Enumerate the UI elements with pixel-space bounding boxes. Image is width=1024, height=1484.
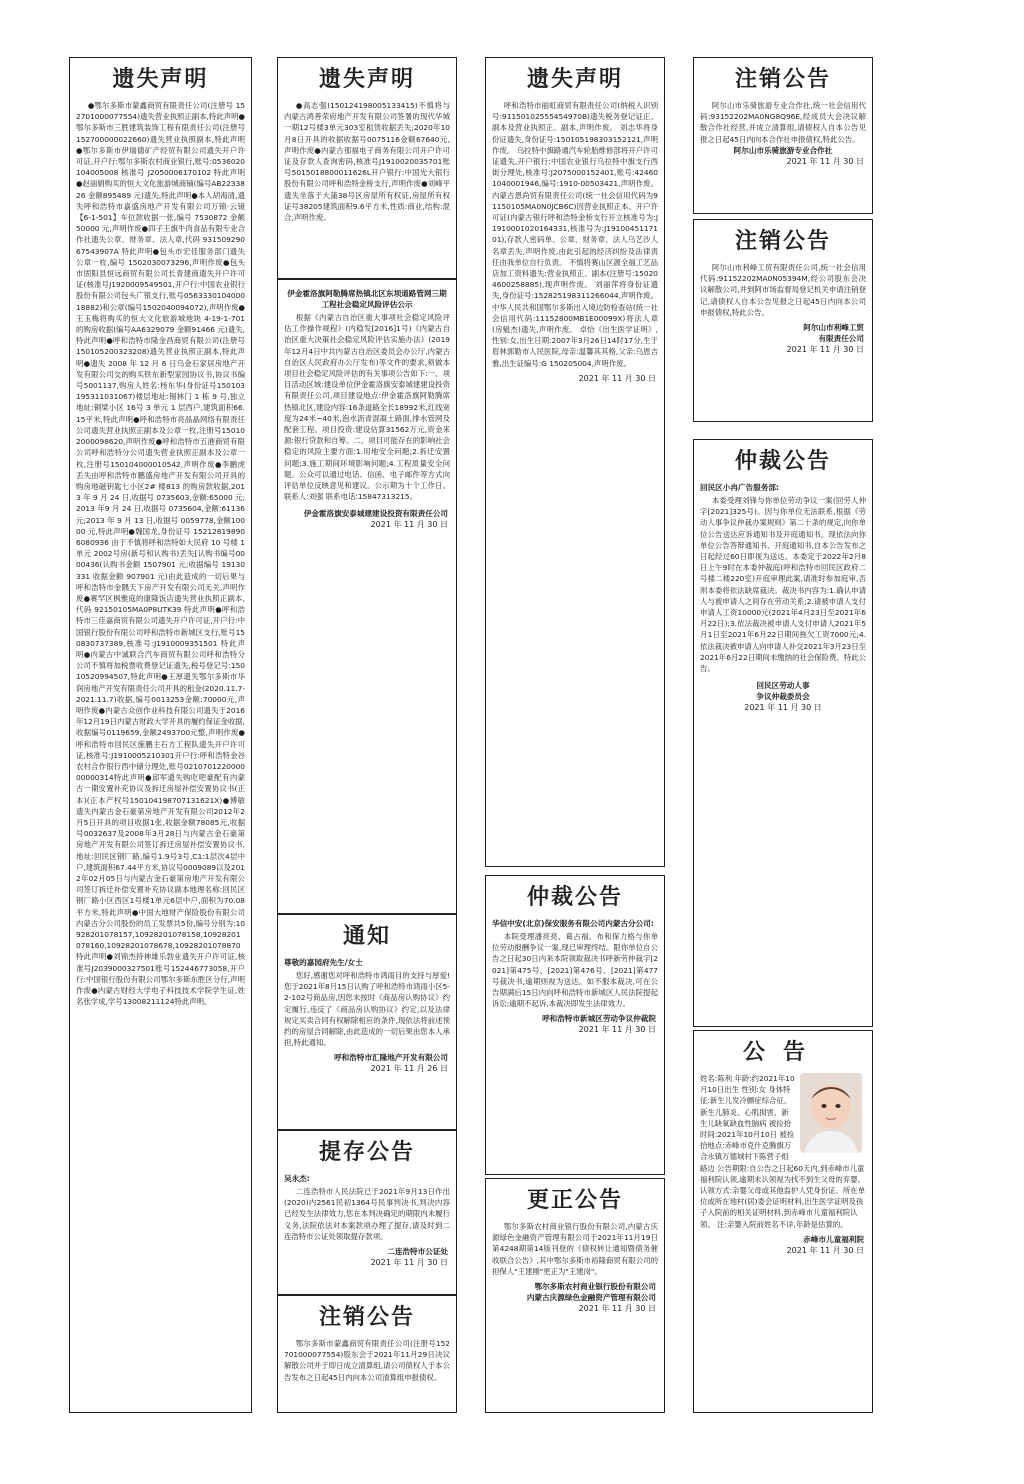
c4-box3-body: 本委受理刘锋与你单位劳动争议一案(回劳人仲字[2021]325号)。因与你单位无法联系,根据《劳动人事争议仲裁办案规则》第二十条的规定,向你单位公告送达应诉通知书及开庭通知书。现依法向你单位公告答辩通知书、开庭通知书,自本公告发布之日起经过60日即视为送达。本委定于2022年2月8日上午9时在本委仲裁庭(呼和浩特市回民区政府二号楼二楼220室)开庭审理此案,请准时参加庭审,否则本委将依法缺席裁决。裁决书内容为:1.确认申请人与被申请人之间存在劳动关系;2.请被申请人支付申请人工资10000元(2021年4月23日至2021年6月22日);3.依法裁决被申请人支付申请人2021年5月1日至2021年6月22日期间拖欠工资7000元;4.依法裁决被申请人向申请人补交2021年3月23日至2021年6月22日期间未缴纳的社会保险费。特此公告。: [700, 496, 866, 674]
c4-box1-signature: 阿尔山市乐骑旅游专业合作社: [733, 145, 833, 155]
c2-box2-date: 2021 年 11 月 30 日: [370, 520, 448, 530]
c2-box4-signature: 二连浩特市公证处: [387, 1247, 448, 1257]
c2-box1-title: 遗失声明: [318, 67, 415, 92]
c1-title: 遗失声明: [112, 67, 209, 92]
c4-box2-date: 2021 年 11 月 30 日: [786, 345, 864, 355]
c4-arbitration-notice: [693, 439, 873, 1027]
c4-box4-signature: 赤峰市儿童福利院: [803, 1234, 864, 1244]
c4-abandoned-infant-notice: [693, 1030, 873, 1413]
c4-box4-title: 公告: [742, 1040, 823, 1065]
c3-box2-body: 本院受理潘亮亮、葛占福、布和保力格与你单位劳动报酬争议一案,现已审理终结。限你单位自公告之日起30日内来本院领取裁决书呼新劳仲裁字[2021]第475号、[2021]第476号、[2021]第477号裁决书,逾期则视为送达。如不服本裁决,可在公告期满后15日内向呼和浩特市新城区人民法院提起诉讼;逾期不起诉,本裁决即发生法律效力。: [492, 932, 658, 1009]
c2-box3-title: 通知: [342, 924, 391, 949]
c4-box2-signature-1: 阿尔山市利峰工贸: [803, 323, 864, 333]
c3-box2-title: 仲裁公告: [526, 885, 623, 910]
c3-box3-signature-1: 鄂尔多斯农村商业银行股份有限公司: [534, 1282, 656, 1292]
c4-box3-recipient: 回民区小冉广告服务部:: [700, 483, 779, 492]
c1-lost-notice: [69, 57, 252, 1413]
c2-box3-date: 2021 年 11 月 26 日: [370, 1064, 448, 1074]
c4-deregistration-notice-2: [693, 219, 873, 422]
c2-lost-notice: [277, 57, 457, 279]
c3-box1-body: 呼和浩特市丽虹商贸有限责任公司(纳税人识别号:91150102555454970B)遗失税务登记证正、副本及营业执照正、副本,声明作废。 刘志华将身份证遗失,身份证号:150105198303152121,声明作废。 乌拉特中旗路通汽车轮胎维修部将开户许可证遗失,开户银行:中国农业银行乌拉特中旗支行西街分理处,核准号:J2075000152401,账号:424601040001946,编号:1910-00503421,声明作废。 内蒙古恩尚贸有限责任公司(统一社会信用代码为91150105MA0N0JCB6C)因营业执照正本、开户许可证(内蒙古银行呼和浩特金桥支行开立核准号为:J1910001020164331,核准号为:J1910045117101),存款人密码单、公章、财务章、法人乌艺沙人名章丢失,声明作废,由此引起的经济纠纷及法律责任由我单位自行负责。 不慎将赛山区源全福工艺品店加工资料遗失:营业执照正、副本(注册号:150204600258885),现声明作废。 刘丽萍将身份证遗失,身份证号:152825198311266044,声明作废。 中华人民共和国鄂尔多斯出入境边防检查站(统一社会信用代码:11152800MB1E00099X)将法人章(房魁杰)遗失,声明作废。 卓恰《出生医学证明》,性别:女,出生日期:2007年3月26日14时17分,生于眉林郭勒市人民医院,母亲:温馨其其格,父亲:乌恩吉雅,出生证编号:G 150205004,声明作废。: [492, 101, 658, 368]
c2-box5-title: 注销公告: [318, 1305, 415, 1330]
c4-box3-signature-1: 回民区劳动人事: [756, 681, 810, 691]
c3-box2-recipient: 华信中安(北京)保安服务有限公司内蒙古分公司:: [492, 919, 654, 928]
c4-box2-title: 注销公告: [734, 229, 831, 254]
c4-box1-date: 2021 年 11 月 30 日: [786, 156, 864, 166]
c3-box2-signature: 呼和浩特市新城区劳动争议仲裁院: [542, 1014, 656, 1024]
c2-deposit-notice: [277, 1130, 457, 1295]
c4-box1-body: 阿尔山市乐骑旅游专业合作社,统一社会信用代码:93152202MA0NG8Q96E,经成员大会决议解散合作社经营,并成立清算组,请债权人自本公告见报之日起45日内向本合作社申报债权,特此公告。: [700, 101, 866, 144]
c2-risk-assessment-notice: [277, 279, 457, 914]
c4-deregistration-notice-1: [693, 57, 873, 214]
c2-box1-body: ●高志强(150124198005133415)不慎将与内蒙古鸿善荣府地产开发有限公司签署的现代华城一期12号楼3单元303室租赁收据丢失;2020年10月8日开具的收据收据号0075116金额67640元,声明作废●内蒙古那福电子商务有限公司开户许可证及存款人查询密码,核准号J1910020035701账号5015018800011626L开户银行:中国光大银行股份有限公司呼和浩特金桥支行,声明作废●刘峰平遗失坐落于大蒲38号区房屋所有权证,房屋所有权证号38205建筑面积9.6平方米,性质:商业,结构:混合,声明作废。: [284, 101, 450, 223]
c3-correction-notice: [485, 1178, 665, 1413]
c4-box4-body: 姓名:陈利 年龄:约2021年10月10日出生 性别:女 身体特征:新生儿发冷颤症综合征、新生儿肺炎、心肌损害、新生儿缺氧缺血性脑病 被捡拾时间:2021年10月10日 被捡拾地点:赤峰市克什克腾旗万合永镇万德城村下陈营子组路边 公告期限:自公告之日起60天内,到赤峰市儿童福利院认领,逾期未认领视为找不到生父母的弃婴。 认领方式:亲婴父母或其他监护人凭身份证、所在单位或所在地村(居)委会证明材料,出生医学证明及孩子入院前的相关证明材料,到赤峰市儿童福利院认领。 注:亲婴入院前姓名不详,年龄是估算的。: [700, 1074, 866, 1229]
c2-box4-recipient: 吴永杰:: [284, 1174, 310, 1183]
c2-box4-body: 二连浩特市人民法院已于2021年9月13日作出(2020)内2561民初1364号民事判决书,判决内容已经发生法律效力,您在本判决确定的期限内未履行义务,法院依法对本案款项办理了提存,请及时到二连浩特市公证处领取提存款项。: [284, 1187, 450, 1241]
c3-box3-body: 鄂尔多斯农村商业银行股份有限公司,内蒙古庆源绿色金融资产管理有限公司于2021年11月19日第4248期第14版刊登的《债权转让通知暨债务催收联合公告》,其中鄂尔多斯市裕隆商贸有限公司的担保人"王建刚"更正为"王建岗"。: [492, 1222, 658, 1276]
c2-box3-recipient: 尊敬的嘉园府先生/女士: [284, 958, 363, 967]
c3-box3-date: 2021 年 11 月 30 日: [578, 1304, 656, 1314]
c3-box1-date: 2021 年 11 月 30 日: [578, 373, 656, 383]
c2-box3-signature: 呼和浩特市汇隆地产开发有限公司: [334, 1053, 448, 1063]
c2-box5-body: 鄂尔多斯市蒙鑫商贸有限责任公司(注册号152701000077554)股东会于2021年11月29日决议解散公司并于即日成立清算组,请公司债权人于本公告发布之日起45日内向本公司清算组申报债权。: [284, 1339, 450, 1382]
c4-box1-title: 注销公告: [734, 67, 831, 92]
c4-box3-title: 仲裁公告: [734, 449, 831, 474]
infant-photo-graphic: [800, 1073, 862, 1153]
infant-photo: [800, 1073, 862, 1153]
c3-box2-date: 2021 年 11 月 30 日: [578, 1025, 656, 1035]
c3-arbitration-notice: [485, 875, 665, 1175]
c2-box2-heading: 伊金霍洛旗阿勒腾席热镇北区东坝道路管网三期工程社会稳定风险评估公示: [287, 289, 447, 309]
c4-box2-signature-2: 有限责任公司: [818, 334, 864, 344]
c3-box1-title: 遗失声明: [526, 67, 623, 92]
c2-box2-body: 根据《内蒙古自治区重大事项社会稳定风险评估工作操作规程》(内稳发[2016]1号)《内蒙古自治区重大决策社会稳定风险评估实施办法》(2019年12月4日中共内蒙古自治区委员会办公厅,内蒙古自治区人民政府办公厅发布)等文件的要求,须做本项目社会稳定风险评估的有关事项公告如下:一、项目活动区域:建设单位伊金霍洛旗安泰城建建设投资有限责任公司,项目建设地点:伊金霍洛旗阿勒腾席热镇北区,建设内容:16条道路全长18992米,红线宽度为24米~40米,泡水沥青混凝土路面,排水管网及配套工程。项目投资:建设估算31562万元,资金来源:银行贷款和自筹。二、项目可能存在的影响社会稳定的风险主要方面:1.用地安全问题;2.拆迁安置问题;3.施工期间环境影响问题;4.工程质量安全问题。公众可以通过电话、信函、电子邮件等方式向评估单位反映意见和建议。公示期为十个工作日。联系人:刘强 联系电话:15847313215。: [284, 313, 450, 502]
c4-box4-date: 2021 年 11 月 30 日: [786, 1245, 864, 1255]
c3-box3-signature-2: 内蒙古庆源绿色金融资产管理有限公司: [526, 1293, 656, 1303]
c1-body: ●鄂尔多斯市蒙鑫商贸有限责任公司(注册号 152701000077554)遗失营业执照正副本,特此声明●鄂尔多斯市三胜建筑装饰工程有限责任公司(注册号 152700000022660)遗失营业执照副本,特此声明●鄂尔多斯市伊瑞德矿产经贸有限公司遗失开户许可证,开户行:鄂尔多斯农村商业银行,账号:0536020104005008 核准号 J2050006170102 特此声明●赵丽娟购买的恒大文化旅游城商铺(编号AB2233826 金额895489 元)遗失,特此声明●本人胡海清,遗失呼和浩特市嘉盛房地产开发有限公司万锦·云镜【6-1-501】车位款收据一张,编号 7530872 金额 50000 元,声明作废●四子王旗牛肉食品有限专业合作社遗失公章、财务章、法人章,代码 93150929067543907A 特此声明●包头市宏佳服务部门遗失公章一枚,编号 1502030073296,声明作废●包头市固阳县恒远商贸有限公司长青建商遗失开户许可证(核准号J1920009549501,开户行:中国农业银行股份有限公司包头广银支行,账号056333010400018882)和公章(编号1502040094072),声明作废●王玉梅将购买的恒大文化旅游城地块 4-19-1-701 的购房收据(编号AA6329079 金额91466 元)遗失,特此声明●呼和浩特市隆金昌商贸有限公司(注册号150105200323208)遗失营业执照正副本,特此声明●遗失 2008 年 12 月 6 日乌金石家居房地产开发有限公司交的购买铁东新型家园协议书,协议书编号5001137,购房人姓名:杨东华(身份证号150103195311031067)楼层地址:锡林门 1 栋 9 号,独立地址:铜梁小区 16号 3 单元 1 层西户,建筑面积66.15平米,特此声明●呼和浩特市亮晶晶网络有限责任公司遗失营业执照正副本及公章一枚,注册号150102000098620,声明作废●呼和浩特市五港商贸有限公司呼和浩特分公司遗失营业执照正副本及公章一枚,注册号150104000010542,声明作废●李鹏虎丢失由呼和浩特市鹏盛房地产开发有限公司开具的购房地磁钥匙七小区2# 楼813 的购房款收据,2013 年 9 月 24 日,收据号 0735603,金额:65000 元;2013 年9 月 24 日,收据号 0735604,金额:61136 元;2013 年 9 月 13 日,收据号 0059778,金额10000 元,特此声明●魏国龙,身份证号 152128198906080936 由于不慎将呼和浩特如大民府 10 号楼 1 单元 2002号房(新号和认购书)丢失[认购书编号0000436(认购书金额 1507901 元;收据编号 19130331 收据金额 907901 元)由此造成的一切后果与呼和浩特市金隅天下房产开发有限公司无关,声明作废●赛罕区枫雅庭的康隆饭店遗失营业执照正副本,代码 92150105MA0P8UTK39 特此声明●呼和浩特市三佳嘉商贸有限公司遗失开户许可证,开户行:中国银行股份有限公司呼和浩特市新城区支行,账号150830737389,核准号:J1910009351501 特此声明●内蒙古中诚联合汽车商贸有限公司呼和浩特分公司不慎将加税票收费登记证遗失,税号登记号:15010520994507,特此声明●王厚遗失鄂尔多斯市华润房地产开发有限责任公司开具的租金(2020.11.7-2021.11.7)收据,编号0013253金额:70000元,声明作废●内蒙古众创作业科技有限公司遗失于2016年12月19日内蒙古财政大学开具的履约保证金收据,收据编号0119659,金额2493700元整,声明作废●呼和浩特市回民区施鹏主石方工程队遗失开户许可证,核准号:J1910005210301开户行:呼和浩特金谷农村合作银行西中储分理处,账号021070122000000000314特此声明●邱军遗失购吃吧豪配有内蒙古一期安置补充协议及拆迁房屋补偿安置协议书(正本)(正本产权号150104198707131621X)●傅敏遗失内蒙古金石豪第房地产开发有限公司2012年2月5日开具的项目收据1张,收据金额78085元,收据号0032637及2008年3月28日与内蒙古金石豪第房地产开发有限公司签订拆迁房屋补偿安置协议书,地址:回民区钢厂路,编号1.9号3号,C1:1层次4层中户,建筑面积67.44平方米,协议号0009089以及2012年02月05日与内蒙古金石豪第房地产开发有限公司签订拆迁补偿安置补充协议副本地理名称:回民区钢厂路小区西区1号楼1单元6层中户,面积为70.08平方米,特此声明●中国大地财产保险股份有限公司内蒙古分公司股份的员工发票共5份,编号分别为:10928201078157,10928201078158,10928201078160,10928201078678,10928201078870特此声明●刘锦杰持神雄乐勃业遗失开户许可证,核准号J2039000327501账号152446773058,开户行:中国银行股份有限公司鄂尔多斯东胜区分行,声明作废●内蒙古财经大学电子科技技术学院学生证,姓名张学成,学号13008211124特此声明。: [76, 101, 245, 1007]
c3-lost-notice: [485, 57, 665, 867]
c4-box2-body: 阿尔山市利峰工贸有限责任公司,统一社会信用代码:91152202MA0N05394M,经公司股东会决议解散公司,并到阿市场监督局登记机关申请注销登记,请债权人自本公告见报之日起45日内向本公司申报债权,特此公告。: [700, 263, 866, 317]
c2-box3-body: 您好,感谢您对呼和浩特市鸿雨目的支持与厚爱!您于2021年8月15日认购了呼和浩特市鸿雨小区5-2-102号商品房,因您未按时《商品房认购协议》约定履行,违反了《商品房认购协议》约定,以及法律规定买卖合同有权解除相应的条件,现依法将前述预约的房屋合同解除,由此造成的一切后果由您本人承担,特此通知。: [284, 971, 450, 1048]
c3-box3-title: 更正公告: [526, 1188, 623, 1213]
c4-box3-date: 2021 年 11 月 30 日: [744, 703, 822, 713]
c2-box4-title: 提存公告: [318, 1140, 415, 1165]
c2-box2-signature: 伊金霍洛旗安泰城建建设投资有限责任公司: [303, 509, 448, 519]
c2-notification: [277, 914, 457, 1130]
c2-box4-date: 2021 年 11 月 30 日: [370, 1258, 448, 1268]
c4-box3-signature-2: 争议仲裁委员会: [756, 692, 810, 702]
c2-deregistration-notice: [277, 1295, 457, 1413]
